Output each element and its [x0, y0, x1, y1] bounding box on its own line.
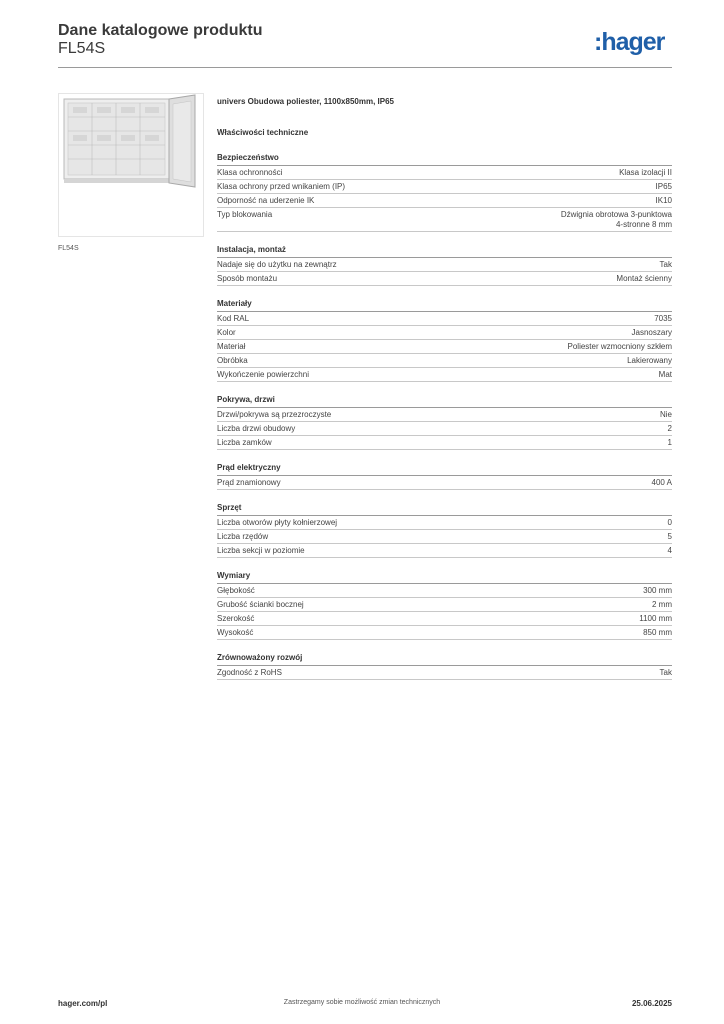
spec-value: Klasa izolacji II: [619, 168, 672, 177]
logo-text: :hager: [594, 28, 665, 56]
spec-value: 850 mm: [643, 628, 672, 637]
spec-label: Kolor: [217, 328, 236, 337]
section-title: Zrównoważony rozwój: [217, 653, 672, 666]
spec-row: [217, 476, 672, 490]
spec-label: Typ blokowania: [217, 210, 273, 219]
spec-row: [217, 666, 672, 680]
spec-label: Odporność na uderzenie IK: [217, 196, 315, 205]
spec-label: Nadaje się do użytku na zewnątrz: [217, 260, 337, 269]
section-title: Sprzęt: [217, 503, 672, 516]
spec-section: [217, 571, 672, 640]
spec-label: Wykończenie powierzchni: [217, 370, 309, 379]
spec-value: Jasnoszary: [631, 328, 672, 337]
footer-date: 25.06.2025: [631, 999, 672, 1008]
spec-value: Mat: [658, 370, 672, 379]
hager-logo: [594, 26, 674, 58]
spec-section: [217, 245, 672, 286]
spec-value: Dźwignia obrotowa 3-punktowa 4-stronne 8 mm: [560, 210, 672, 229]
spec-section: [217, 463, 672, 490]
spec-row: [217, 272, 672, 286]
spec-label: Głębokość: [217, 586, 255, 595]
spec-row: [217, 598, 672, 612]
spec-row: [217, 584, 672, 598]
spec-row: [217, 312, 672, 326]
spec-value: Poliester wzmocniony szkłem: [567, 342, 672, 351]
spec-value: Montaż ścienny: [616, 274, 672, 283]
spec-value: 1100 mm: [639, 614, 672, 623]
spec-label: Materiał: [217, 342, 246, 351]
spec-label: Kod RAL: [217, 314, 250, 323]
spec-label: Liczba sekcji w poziomie: [217, 546, 305, 555]
spec-row: [217, 626, 672, 640]
spec-label: Klasa ochronności: [217, 168, 283, 177]
image-caption: FL54S: [58, 245, 79, 252]
spec-value: 400 A: [651, 478, 672, 487]
page-title: Dane katalogowe produktu: [58, 22, 263, 39]
spec-value: Tak: [659, 668, 672, 677]
spec-label: Szerokość: [217, 614, 255, 623]
product-code: FL54S: [58, 40, 106, 57]
spec-row: [217, 326, 672, 340]
spec-value: 0: [667, 518, 672, 527]
spec-label: Liczba drzwi obudowy: [217, 424, 296, 433]
spec-label: Sposób montażu: [217, 274, 278, 283]
spec-label: Zgodność z RoHS: [217, 668, 282, 677]
spec-row: [217, 422, 672, 436]
spec-row: [217, 544, 672, 558]
spec-row: [217, 180, 672, 194]
product-image: [58, 93, 204, 237]
spec-label: Prąd znamionowy: [217, 478, 281, 487]
spec-value: Nie: [659, 410, 672, 419]
spec-section: [217, 503, 672, 558]
spec-value: Tak: [659, 260, 672, 269]
product-description: univers Obudowa poliester, 1100x850mm, IP65: [217, 97, 394, 106]
spec-label: Drzwi/pokrywa są przezroczyste: [217, 410, 332, 419]
spec-row: [217, 258, 672, 272]
footer-website: hager.com/pl: [58, 999, 108, 1008]
spec-value: 5: [667, 532, 672, 541]
spec-value: 300 mm: [643, 586, 672, 595]
spec-section: [217, 395, 672, 450]
spec-section: [217, 653, 672, 680]
spec-row: [217, 516, 672, 530]
spec-label: Obróbka: [217, 356, 248, 365]
spec-row: [217, 612, 672, 626]
spec-label: Liczba rzędów: [217, 532, 269, 541]
tech-properties-heading: Właściwości techniczne: [217, 128, 309, 137]
section-title: Wymiary: [217, 571, 672, 584]
spec-row: [217, 530, 672, 544]
enclosure-illustration: [59, 94, 203, 236]
section-title: Bezpieczeństwo: [217, 153, 672, 166]
spec-value: 1: [667, 438, 672, 447]
spec-label: Klasa ochrony przed wnikaniem (IP): [217, 182, 346, 191]
spec-sections: [217, 153, 672, 680]
spec-value: 4: [667, 546, 672, 555]
spec-row: [217, 208, 672, 232]
section-title: Prąd elektryczny: [217, 463, 672, 476]
spec-value: 7035: [654, 314, 672, 323]
header-divider: [58, 67, 672, 68]
spec-label: Wysokość: [217, 628, 254, 637]
footer-disclaimer: Zastrzegamy sobie możliwość zmian technicznych: [283, 999, 441, 1006]
spec-value: IK10: [655, 196, 672, 205]
section-title: Pokrywa, drzwi: [217, 395, 672, 408]
spec-panel: [217, 97, 672, 680]
spec-row: [217, 354, 672, 368]
spec-label: Liczba zamków: [217, 438, 272, 447]
section-title: Materiały: [217, 299, 672, 312]
spec-row: [217, 340, 672, 354]
spec-row: [217, 408, 672, 422]
spec-label: Grubość ścianki bocznej: [217, 600, 304, 609]
spec-value: Lakierowany: [627, 356, 672, 365]
spec-row: [217, 166, 672, 180]
spec-row: [217, 194, 672, 208]
spec-value: 2: [667, 424, 672, 433]
spec-section: [217, 153, 672, 232]
spec-value: 2 mm: [652, 600, 672, 609]
spec-value: IP65: [655, 182, 672, 191]
spec-row: [217, 436, 672, 450]
spec-section: [217, 299, 672, 382]
section-title: Instalacja, montaż: [217, 245, 672, 258]
spec-row: [217, 368, 672, 382]
spec-label: Liczba otworów płyty kołnierzowej: [217, 518, 338, 527]
